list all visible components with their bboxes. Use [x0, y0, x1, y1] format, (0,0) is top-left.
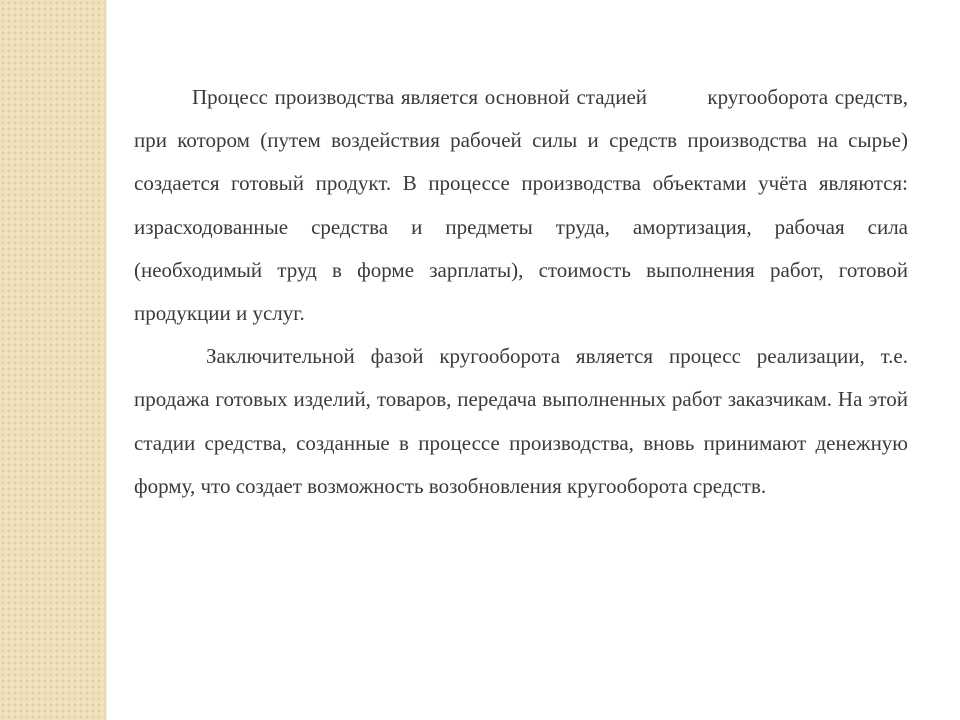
side-band-edge [104, 0, 107, 720]
slide-body [134, 76, 908, 508]
paragraph-production-process: Процесс производства является основной стадией кругооборота средств, при котором (путем воздействия рабочей силы и средств производства на сырье) создается готовый продукт. В процессе производства объектами учёта являются: израсходованные средства и предметы труда, амортизация, рабочая сила (необходимый труд в форме зарплаты), стоимость выполнения работ, готовой продукции и услуг. [134, 85, 908, 326]
decorative-side-band [0, 0, 104, 720]
paragraph-sales-phase: Заключительной фазой кругооборота является процесс реализации, т.е. продажа готовых изделий, товаров, передача выполненных работ заказчикам. На этой стадии средства, созданные в процессе производства, вновь принимают денежную форму, что создает возможность возобновления кругооборота средств. [134, 344, 908, 498]
